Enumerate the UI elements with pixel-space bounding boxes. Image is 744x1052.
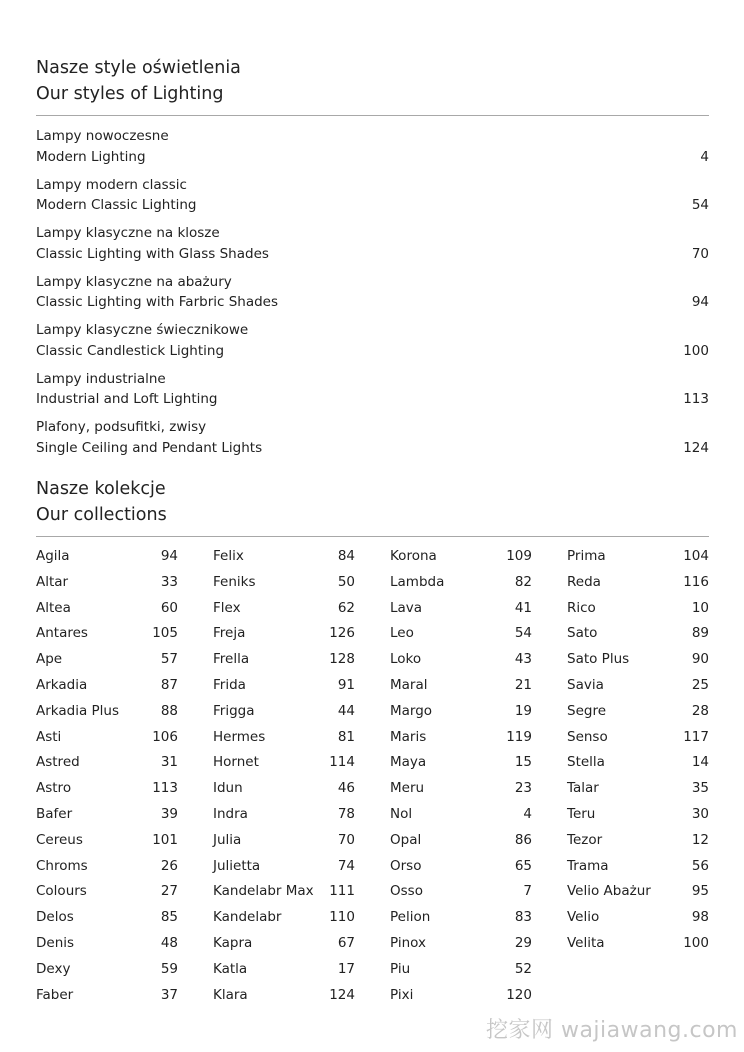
style-row[interactable] (36, 417, 709, 459)
collection-page-number: 124 (329, 986, 355, 1003)
collection-name: Lambda (390, 573, 445, 590)
collection-name: Astred (36, 754, 80, 771)
collection-item[interactable] (36, 649, 178, 675)
collection-page-number: 28 (691, 702, 709, 719)
collection-name: Pixi (390, 986, 414, 1003)
style-row[interactable] (36, 369, 709, 411)
collections-divider (36, 536, 709, 537)
collection-name: Flex (213, 599, 241, 616)
collection-name: Cereus (36, 831, 83, 848)
collection-item[interactable] (213, 830, 355, 856)
collection-page-number: 50 (337, 573, 355, 590)
style-page-number: 100 (683, 342, 709, 359)
style-row[interactable] (36, 272, 709, 314)
collection-page-number: 7 (523, 883, 532, 900)
collection-name: Dexy (36, 960, 71, 977)
styles-heading (36, 55, 709, 107)
collection-name: Indra (213, 805, 248, 822)
collection-page-number: 114 (329, 754, 355, 771)
collection-name: Frella (213, 651, 250, 668)
collection-item[interactable] (567, 856, 709, 882)
collection-item[interactable] (567, 907, 709, 933)
collection-page-number: 82 (514, 573, 532, 590)
style-name-en: Classic Lighting with Glass Shades (36, 245, 269, 262)
collection-page-number: 44 (337, 702, 355, 719)
collection-item[interactable] (390, 804, 532, 830)
style-name-en: Classic Lighting with Farbric Shades (36, 294, 279, 310)
collection-page-number: 15 (514, 754, 532, 771)
style-name-en: Classic Candlestick Lighting (36, 342, 225, 359)
collection-name: Savia (567, 676, 604, 693)
style-page-number: 70 (691, 245, 709, 262)
collection-name: Velita (567, 934, 605, 951)
collection-page-number: 31 (160, 754, 178, 771)
collection-item[interactable] (567, 701, 709, 727)
collection-name: Talar (567, 780, 599, 797)
collection-item[interactable] (36, 959, 178, 985)
collection-page-number: 106 (152, 728, 178, 745)
collection-name: Astro (36, 780, 72, 797)
style-name-pl: Lampy klasyczne świecznikowe (36, 322, 249, 338)
collections-heading (36, 476, 709, 528)
collection-item[interactable] (390, 649, 532, 675)
collection-name: Stella (567, 754, 605, 771)
style-page-number: 4 (700, 148, 709, 165)
collection-page-number: 89 (691, 625, 709, 642)
collection-name: Sato (567, 625, 598, 642)
style-row[interactable] (36, 175, 709, 217)
collection-name: Maris (390, 728, 427, 745)
collection-page-number: 100 (683, 934, 709, 951)
style-name-en: Modern Lighting (36, 148, 146, 165)
collection-page-number: 86 (514, 831, 532, 848)
collection-name: Agila (36, 548, 70, 564)
collection-page-number: 41 (514, 599, 532, 616)
collection-item[interactable] (213, 881, 355, 907)
styles-heading-pl: Nasze style oświetlenia (36, 58, 241, 78)
collection-page-number: 54 (514, 625, 532, 642)
collection-page-number: 117 (683, 728, 709, 745)
collection-name: Osso (390, 883, 423, 900)
collection-page-number: 91 (337, 676, 355, 693)
collection-item[interactable] (36, 804, 178, 830)
collection-item[interactable] (213, 623, 355, 649)
collection-item[interactable] (213, 804, 355, 830)
collection-item[interactable] (390, 778, 532, 804)
collections-column-4 (567, 546, 709, 959)
collection-item[interactable] (567, 649, 709, 675)
collection-name: Julia (213, 831, 242, 848)
collection-item[interactable] (36, 572, 178, 598)
collection-name: Kandelabr (213, 909, 282, 926)
collection-name: Denis (36, 934, 75, 951)
collection-page-number: 48 (160, 934, 178, 951)
collection-page-number: 59 (160, 960, 178, 977)
collection-item[interactable] (36, 856, 178, 882)
collection-name: Nol (390, 805, 413, 822)
collection-item[interactable] (213, 727, 355, 753)
collection-name: Katla (213, 960, 248, 977)
collection-page-number: 126 (329, 625, 355, 642)
collection-item[interactable] (213, 752, 355, 778)
collection-name: Margo (390, 702, 433, 719)
collection-name: Meru (390, 780, 425, 797)
collection-item[interactable] (390, 675, 532, 701)
style-page-number: 124 (683, 439, 709, 456)
collection-page-number: 27 (160, 883, 178, 900)
collection-item[interactable] (390, 985, 532, 1011)
collection-name: Arkadia (36, 676, 88, 693)
collection-page-number: 87 (160, 676, 178, 693)
collection-page-number: 17 (337, 960, 355, 977)
collection-item[interactable] (213, 907, 355, 933)
style-page-number: 54 (691, 197, 709, 213)
collection-name: Senso (567, 728, 608, 745)
collection-page-number: 21 (514, 676, 532, 693)
collection-page-number: 60 (160, 599, 178, 616)
collection-page-number: 78 (337, 805, 355, 822)
collection-name: Hornet (213, 754, 259, 771)
collection-name: Colours (36, 883, 87, 900)
collection-item[interactable] (390, 623, 532, 649)
collection-name: Loko (390, 651, 422, 668)
collection-item[interactable] (390, 701, 532, 727)
collection-item[interactable] (390, 856, 532, 882)
collection-item[interactable] (36, 830, 178, 856)
collection-page-number: 111 (329, 883, 355, 900)
style-name-pl: Lampy industrialne (36, 370, 166, 387)
collection-name: Freja (213, 625, 246, 642)
collection-page-number: 116 (683, 573, 709, 590)
collection-page-number: 88 (160, 702, 178, 719)
collection-item[interactable] (390, 830, 532, 856)
collection-item[interactable] (213, 701, 355, 727)
collection-name: Faber (36, 986, 74, 1003)
collection-name: Piu (390, 960, 411, 977)
collection-page-number: 39 (160, 805, 178, 822)
collection-page-number: 4 (523, 805, 532, 822)
collection-page-number: 56 (691, 857, 709, 874)
collection-page-number: 43 (514, 651, 532, 668)
collection-name: Segre (567, 702, 607, 719)
collection-name: Delos (36, 909, 74, 926)
style-name-en: Industrial and Loft Lighting (36, 391, 218, 407)
style-name-pl: Lampy modern classic (36, 176, 187, 193)
collection-item[interactable] (567, 804, 709, 830)
collection-page-number: 25 (691, 676, 709, 693)
collections-heading-en: Our collections (36, 505, 167, 525)
collection-item[interactable] (213, 675, 355, 701)
collection-name: Tezor (567, 831, 603, 848)
collection-name: Frigga (213, 702, 255, 719)
collection-name: Kandelabr Max (213, 883, 314, 900)
collection-page-number: 12 (691, 831, 709, 848)
collection-name: Sato Plus (567, 651, 630, 668)
style-row[interactable] (36, 320, 709, 362)
collection-item[interactable] (213, 546, 355, 572)
collection-page-number: 29 (514, 934, 532, 951)
collection-name: Maral (390, 676, 428, 693)
collection-page-number: 10 (691, 599, 709, 616)
collection-page-number: 113 (152, 780, 178, 797)
collection-item[interactable] (36, 623, 178, 649)
collection-page-number: 105 (152, 625, 178, 642)
collection-page-number: 26 (160, 857, 178, 874)
collection-page-number: 23 (514, 780, 532, 797)
style-name-pl: Plafony, podsufitki, zwisy (36, 419, 207, 435)
collection-name: Hermes (213, 728, 266, 745)
collection-name: Feniks (213, 573, 256, 590)
collection-name: Rico (567, 599, 596, 616)
style-page-number: 113 (683, 391, 709, 407)
style-name-pl: Lampy klasyczne na abażury (36, 273, 232, 290)
collection-item[interactable] (36, 752, 178, 778)
collection-name: Korona (390, 548, 437, 564)
style-name-en: Modern Classic Lighting (36, 197, 197, 213)
collection-item[interactable] (213, 649, 355, 675)
collection-name: Klara (213, 986, 248, 1003)
collection-name: Antares (36, 625, 88, 642)
collection-name: Asti (36, 728, 62, 745)
collection-item[interactable] (390, 959, 532, 985)
collection-page-number: 35 (691, 780, 709, 797)
style-name-en: Single Ceiling and Pendant Lights (36, 439, 263, 456)
collection-item[interactable] (390, 546, 532, 572)
styles-divider (36, 115, 709, 116)
collection-page-number: 46 (337, 780, 355, 797)
collection-item[interactable] (213, 933, 355, 959)
style-name-pl: Lampy klasyczne na klosze (36, 225, 220, 241)
collections-column-1 (36, 546, 178, 1010)
collection-item[interactable] (36, 727, 178, 753)
collection-item[interactable] (390, 881, 532, 907)
watermark: 挖家网 wajiawang.com (485, 1018, 738, 1043)
collection-name: Altar (36, 573, 69, 590)
collection-name: Julietta (213, 857, 261, 874)
collection-name: Lava (390, 599, 423, 616)
collection-name: Felix (213, 548, 244, 564)
collection-name: Frida (213, 676, 246, 693)
collection-item[interactable] (567, 752, 709, 778)
collection-item[interactable] (36, 907, 178, 933)
collection-name: Orso (390, 857, 422, 874)
collection-name: Altea (36, 599, 71, 616)
collection-item[interactable] (567, 546, 709, 572)
collection-item[interactable] (567, 623, 709, 649)
collection-page-number: 95 (691, 883, 709, 900)
styles-heading-en: Our styles of Lighting (36, 84, 224, 104)
collection-page-number: 120 (506, 986, 532, 1003)
collection-page-number: 110 (329, 909, 355, 926)
collection-page-number: 81 (337, 728, 355, 745)
collection-page-number: 74 (337, 857, 355, 874)
collection-item[interactable] (567, 598, 709, 624)
collection-item[interactable] (213, 572, 355, 598)
collection-item[interactable] (213, 959, 355, 985)
collections-heading-pl: Nasze kolekcje (36, 479, 166, 499)
collection-item[interactable] (36, 546, 178, 572)
collection-page-number: 67 (337, 934, 355, 951)
collection-page-number: 37 (160, 986, 178, 1003)
collection-page-number: 14 (691, 754, 709, 771)
collection-name: Idun (213, 780, 243, 797)
collection-page-number: 98 (691, 909, 709, 926)
collection-name: Leo (390, 625, 414, 642)
collection-page-number: 70 (337, 831, 355, 848)
collection-name: Chroms (36, 857, 88, 874)
collection-item[interactable] (213, 856, 355, 882)
collection-item[interactable] (567, 778, 709, 804)
collection-item[interactable] (36, 598, 178, 624)
collection-name: Reda (567, 573, 601, 590)
collection-item[interactable] (390, 727, 532, 753)
collection-item[interactable] (390, 572, 532, 598)
collection-name: Pinox (390, 934, 426, 951)
collection-item[interactable] (213, 778, 355, 804)
collection-page-number: 19 (514, 702, 532, 719)
collection-name: Opal (390, 831, 422, 848)
collection-page-number: 85 (160, 909, 178, 926)
collection-item[interactable] (567, 881, 709, 907)
collection-item[interactable] (36, 881, 178, 907)
collection-page-number: 104 (683, 548, 709, 564)
collection-item[interactable] (390, 933, 532, 959)
collection-item[interactable] (390, 907, 532, 933)
collection-name: Kapra (213, 934, 253, 951)
collection-name: Teru (567, 805, 596, 822)
collection-item[interactable] (36, 778, 178, 804)
collection-page-number: 52 (514, 960, 532, 977)
collection-item[interactable] (36, 985, 178, 1011)
collection-name: Arkadia Plus (36, 702, 120, 719)
collections-column-2 (213, 546, 355, 1010)
collection-page-number: 33 (160, 573, 178, 590)
collection-page-number: 62 (337, 599, 355, 616)
collection-name: Trama (567, 857, 609, 874)
collection-name: Prima (567, 548, 606, 564)
collection-item[interactable] (213, 985, 355, 1011)
style-name-pl: Lampy nowoczesne (36, 128, 169, 144)
collection-item[interactable] (36, 933, 178, 959)
collection-page-number: 94 (160, 548, 178, 564)
collection-page-number: 30 (691, 805, 709, 822)
style-page-number: 94 (691, 294, 709, 310)
collection-page-number: 84 (337, 548, 355, 564)
style-row[interactable] (36, 126, 709, 168)
collections-column-3 (390, 546, 532, 1010)
collection-name: Velio Abażur (567, 883, 651, 900)
collection-name: Pelion (390, 909, 431, 926)
collection-item[interactable] (567, 933, 709, 959)
collection-item[interactable] (567, 830, 709, 856)
collection-item[interactable] (390, 752, 532, 778)
collection-name: Velio (567, 909, 600, 926)
collection-page-number: 83 (514, 909, 532, 926)
collection-page-number: 57 (160, 651, 178, 668)
style-row[interactable] (36, 223, 709, 265)
collection-item[interactable] (567, 675, 709, 701)
collection-page-number: 119 (506, 728, 532, 745)
collection-name: Bafer (36, 805, 73, 822)
collection-page-number: 128 (329, 651, 355, 668)
collection-name: Maya (390, 754, 427, 771)
collection-item[interactable] (567, 572, 709, 598)
collection-page-number: 90 (691, 651, 709, 668)
collection-item[interactable] (390, 598, 532, 624)
collection-name: Ape (36, 651, 63, 668)
collection-item[interactable] (36, 701, 178, 727)
collection-page-number: 109 (506, 548, 532, 564)
collection-item[interactable] (213, 598, 355, 624)
collection-item[interactable] (36, 675, 178, 701)
collection-page-number: 65 (514, 857, 532, 874)
collection-page-number: 101 (152, 831, 178, 848)
collection-item[interactable] (567, 727, 709, 753)
